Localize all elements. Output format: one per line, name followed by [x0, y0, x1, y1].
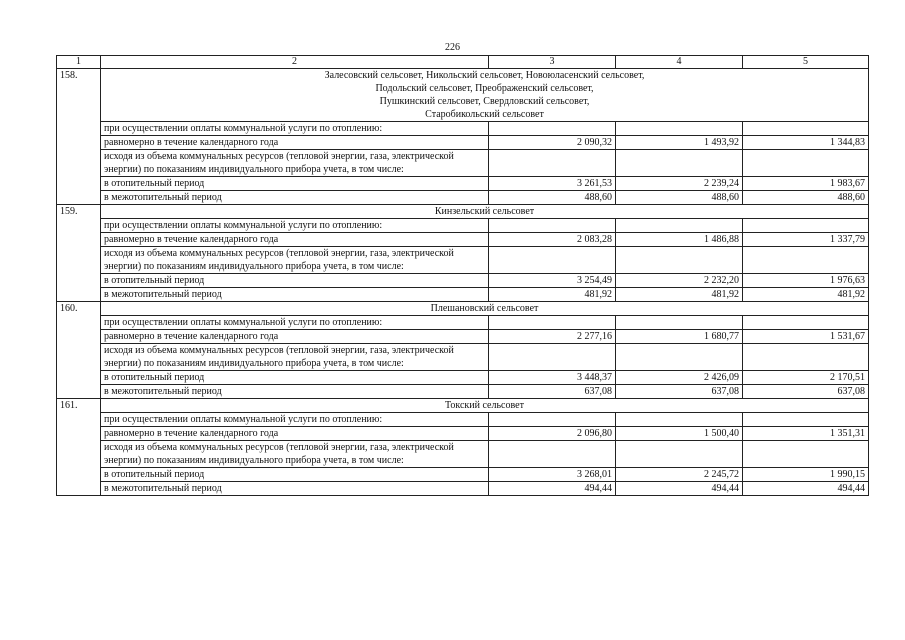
- table-row: [57, 330, 869, 344]
- value-col-5: 1 531,67: [743, 330, 869, 344]
- value-col-4: 2 426,09: [616, 371, 743, 385]
- section-number: 158.: [57, 69, 101, 205]
- table-row: [57, 413, 869, 427]
- table-row: [57, 247, 869, 274]
- row-label: равномерно в течение календарного года: [101, 330, 489, 344]
- value-col-4: [616, 316, 743, 330]
- table-row: [57, 191, 869, 205]
- value-col-4: 1 493,92: [616, 136, 743, 150]
- value-col-3: 2 096,80: [489, 427, 616, 441]
- value-col-4: 1 680,77: [616, 330, 743, 344]
- value-col-3: 637,08: [489, 385, 616, 399]
- section-number: 159.: [57, 205, 101, 302]
- value-col-4: [616, 122, 743, 136]
- value-col-5: [743, 344, 869, 371]
- value-col-3: [489, 413, 616, 427]
- section-title: [101, 205, 869, 219]
- row-label: исходя из объема коммунальных ресурсов (тепловой энергии, газа, электрической энергии) по показаниям индивидуального прибора учета, в том числе:: [101, 344, 489, 371]
- value-col-3: [489, 441, 616, 468]
- section-title-row: [57, 69, 869, 122]
- table-row: [57, 385, 869, 399]
- header-row: [57, 56, 869, 69]
- header-col-4: 4: [616, 56, 743, 69]
- table-row: [57, 177, 869, 191]
- value-col-3: 3 448,37: [489, 371, 616, 385]
- value-col-5: 1 990,15: [743, 468, 869, 482]
- value-col-5: 637,08: [743, 385, 869, 399]
- value-col-4: 1 486,88: [616, 233, 743, 247]
- section-title-row: [57, 205, 869, 219]
- value-col-3: 494,44: [489, 482, 616, 496]
- value-col-4: 637,08: [616, 385, 743, 399]
- table-row: [57, 441, 869, 468]
- value-col-5: 481,92: [743, 288, 869, 302]
- value-col-4: 1 500,40: [616, 427, 743, 441]
- row-label: в отопительный период: [101, 468, 489, 482]
- value-col-4: [616, 413, 743, 427]
- table-row: [57, 288, 869, 302]
- row-label: равномерно в течение календарного года: [101, 427, 489, 441]
- section-title-line: Плешановский сельсовет: [430, 303, 539, 314]
- row-label: при осуществлении оплаты коммунальной услуги по отоплению:: [101, 122, 489, 136]
- row-label: при осуществлении оплаты коммунальной услуги по отоплению:: [101, 413, 489, 427]
- section-number: 161.: [57, 399, 101, 496]
- value-col-5: 1 351,31: [743, 427, 869, 441]
- value-col-5: [743, 219, 869, 233]
- value-col-5: 1 976,63: [743, 274, 869, 288]
- table-row: [57, 136, 869, 150]
- value-col-5: 1 337,79: [743, 233, 869, 247]
- value-col-3: 2 090,32: [489, 136, 616, 150]
- section-title: [101, 399, 869, 413]
- table-row: [57, 316, 869, 330]
- value-col-5: 1 344,83: [743, 136, 869, 150]
- value-col-3: 481,92: [489, 288, 616, 302]
- row-label: в межотопительный период: [101, 288, 489, 302]
- value-col-4: [616, 247, 743, 274]
- value-col-4: 481,92: [616, 288, 743, 302]
- header-col-3: 3: [489, 56, 616, 69]
- row-label: исходя из объема коммунальных ресурсов (тепловой энергии, газа, электрической энергии) по показаниям индивидуального прибора учета, в том числе:: [101, 247, 489, 274]
- section-title-line: Подольский сельсовет, Преображенский сельсовет,: [375, 83, 594, 94]
- table-row: [57, 122, 869, 136]
- value-col-3: [489, 150, 616, 177]
- value-col-4: [616, 150, 743, 177]
- value-col-3: [489, 344, 616, 371]
- value-col-5: 488,60: [743, 191, 869, 205]
- tariff-table-body: [57, 56, 869, 496]
- value-col-3: [489, 122, 616, 136]
- value-col-4: 494,44: [616, 482, 743, 496]
- row-label: при осуществлении оплаты коммунальной услуги по отоплению:: [101, 219, 489, 233]
- section-title-row: [57, 302, 869, 316]
- value-col-5: [743, 247, 869, 274]
- value-col-5: [743, 150, 869, 177]
- table-row: [57, 468, 869, 482]
- row-label: исходя из объема коммунальных ресурсов (тепловой энергии, газа, электрической энергии) по показаниям индивидуального прибора учета, в том числе:: [101, 150, 489, 177]
- row-label: исходя из объема коммунальных ресурсов (тепловой энергии, газа, электрической энергии) по показаниям индивидуального прибора учета, в том числе:: [101, 441, 489, 468]
- value-col-3: 3 254,49: [489, 274, 616, 288]
- value-col-4: [616, 441, 743, 468]
- row-label: в межотопительный период: [101, 385, 489, 399]
- page-number: 226: [445, 42, 460, 53]
- section-number: 160.: [57, 302, 101, 399]
- table-row: [57, 344, 869, 371]
- table-row: [57, 274, 869, 288]
- value-col-4: 2 232,20: [616, 274, 743, 288]
- row-label: в отопительный период: [101, 371, 489, 385]
- header-col-5: 5: [743, 56, 869, 69]
- row-label: равномерно в течение календарного года: [101, 136, 489, 150]
- value-col-5: 494,44: [743, 482, 869, 496]
- section-title: [101, 302, 869, 316]
- value-col-5: 1 983,67: [743, 177, 869, 191]
- section-title-line: Пушкинский сельсовет, Свердловский сельсовет,: [379, 96, 590, 107]
- section-title-line: Залесовский сельсовет, Никольский сельсовет, Новоюласенский сельсовет,: [324, 70, 645, 81]
- table-row: [57, 482, 869, 496]
- value-col-5: [743, 441, 869, 468]
- value-col-3: [489, 316, 616, 330]
- value-col-3: 2 083,28: [489, 233, 616, 247]
- value-col-3: 3 268,01: [489, 468, 616, 482]
- section-title-row: [57, 399, 869, 413]
- value-col-4: [616, 219, 743, 233]
- table-row: [57, 427, 869, 441]
- value-col-4: 488,60: [616, 191, 743, 205]
- table-row: [57, 233, 869, 247]
- value-col-5: [743, 413, 869, 427]
- row-label: в отопительный период: [101, 177, 489, 191]
- value-col-4: 2 245,72: [616, 468, 743, 482]
- section-title-line: Токский сельсовет: [445, 400, 524, 411]
- row-label: равномерно в течение календарного года: [101, 233, 489, 247]
- table-row: [57, 371, 869, 385]
- value-col-3: [489, 247, 616, 274]
- section-title-line: Кинзельский сельсовет: [434, 206, 535, 217]
- header-col-2: 2: [101, 56, 489, 69]
- value-col-3: [489, 219, 616, 233]
- value-col-4: 2 239,24: [616, 177, 743, 191]
- row-label: в отопительный период: [101, 274, 489, 288]
- section-title: [101, 69, 869, 122]
- value-col-4: [616, 344, 743, 371]
- value-col-3: 488,60: [489, 191, 616, 205]
- section-title-line: Старобикольский сельсовет: [425, 109, 544, 120]
- value-col-3: 3 261,53: [489, 177, 616, 191]
- value-col-3: 2 277,16: [489, 330, 616, 344]
- value-col-5: [743, 316, 869, 330]
- header-col-1: 1: [57, 56, 101, 69]
- table-row: [57, 219, 869, 233]
- table-row: [57, 150, 869, 177]
- row-label: при осуществлении оплаты коммунальной услуги по отоплению:: [101, 316, 489, 330]
- value-col-5: [743, 122, 869, 136]
- row-label: в межотопительный период: [101, 191, 489, 205]
- tariff-table: [56, 55, 869, 496]
- value-col-5: 2 170,51: [743, 371, 869, 385]
- row-label: в межотопительный период: [101, 482, 489, 496]
